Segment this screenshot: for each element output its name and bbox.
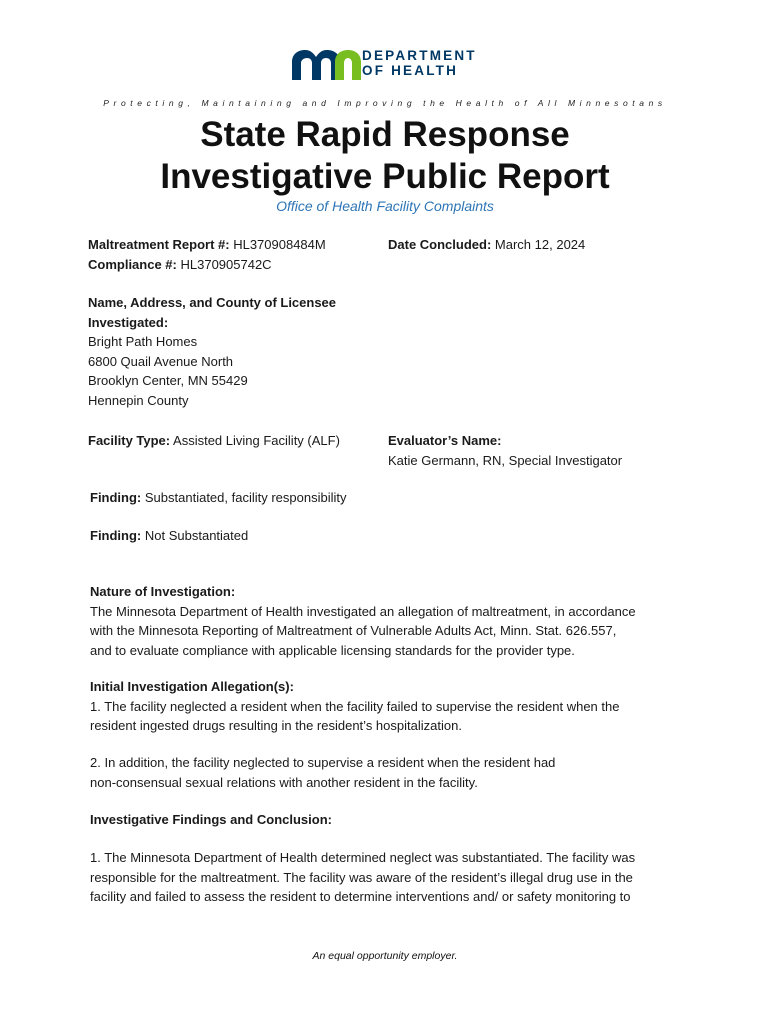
nature-line: and to evaluate compliance with applicable licensing standards for the provider type. (90, 642, 575, 658)
compliance-number (88, 255, 272, 275)
date-value: March 12, 2024 (494, 237, 586, 252)
findings-heading (90, 810, 332, 830)
findings-item-1 (90, 848, 635, 907)
allegations-heading: Initial Investigation Allegation(s): (90, 679, 294, 694)
logo-line-2: OF HEALTH (362, 63, 459, 78)
tagline: Protecting, Maintaining and Improving the Health of All Minnesotans (103, 98, 667, 108)
title-line-2: Investigative Public Report (160, 157, 610, 196)
report-subtitle: Office of Health Facility Complaints (276, 198, 494, 214)
allegation-1-line: 1. The facility neglected a resident when the facility failed to supervise the resident when the (90, 698, 620, 714)
allegations-section (90, 677, 619, 736)
logo-line-1: DEPARTMENT (362, 48, 477, 63)
nature-section (90, 582, 636, 660)
licensee-city: Brooklyn Center, MN 55429 (88, 373, 248, 388)
title-line-1: State Rapid Response (200, 115, 570, 154)
licensee-name: Bright Path Homes (88, 334, 198, 349)
finding-1 (90, 488, 347, 508)
logo-wordmark (362, 48, 477, 78)
allegation-2-line: 2. In addition, the facility neglected to supervise a resident when the resident had (90, 755, 556, 770)
report-title (0, 114, 770, 198)
nature-heading: Nature of Investigation: (90, 584, 236, 599)
compliance-label: Compliance #: (88, 257, 177, 272)
finding-2 (90, 526, 248, 546)
evaluator (388, 431, 622, 470)
findings-line: responsible for the maltreatment. The facility was aware of the resident’s illegal drug use in the (90, 869, 633, 885)
findings-heading-text: Investigative Findings and Conclusion: (90, 812, 332, 827)
nature-line: with the Minnesota Reporting of Maltreatment of Vulnerable Adults Act, Minn. Stat. 626.557, (90, 623, 617, 638)
facility-type-label: Facility Type: (88, 433, 171, 448)
maltreatment-report-number (88, 235, 326, 255)
footer-text: An equal opportunity employer. (312, 950, 458, 962)
evaluator-value: Katie Germann, RN, Special Investigator (388, 452, 623, 468)
maltreatment-value: HL370908484M (233, 237, 326, 252)
licensee-block (88, 293, 336, 410)
compliance-value: HL370905742C (180, 257, 272, 272)
facility-type (88, 431, 340, 451)
findings-line: facility and failed to assess the resident to determine interventions and/ or safety monitoring to (90, 889, 631, 904)
finding-2-value: Not Substantiated (144, 528, 249, 543)
nature-line: The Minnesota Department of Health investigated an allegation of maltreatment, in accordance (90, 603, 636, 619)
allegation-2 (90, 753, 555, 792)
date-concluded (388, 235, 585, 255)
finding-2-label: Finding: (90, 528, 142, 543)
licensee-street: 6800 Quail Avenue North (88, 353, 234, 369)
finding-1-label: Finding: (90, 490, 142, 505)
licensee-heading-2: Investigated: (88, 314, 169, 330)
findings-line: 1. The Minnesota Department of Health determined neglect was substantiated. The facility was (90, 850, 636, 865)
date-label: Date Concluded: (388, 237, 492, 252)
finding-1-value: Substantiated, facility responsibility (144, 490, 347, 505)
allegation-2-line: non-consensual sexual relations with another resident in the facility. (90, 774, 478, 790)
evaluator-label: Evaluator’s Name: (388, 433, 502, 448)
allegation-1-line: resident ingested drugs resulting in the resident’s hospitalization. (90, 718, 462, 733)
licensee-heading-1: Name, Address, and County of Licensee (88, 295, 337, 310)
licensee-county: Hennepin County (88, 392, 189, 408)
facility-type-value: Assisted Living Facility (ALF) (173, 433, 340, 448)
maltreatment-label: Maltreatment Report #: (88, 237, 230, 252)
